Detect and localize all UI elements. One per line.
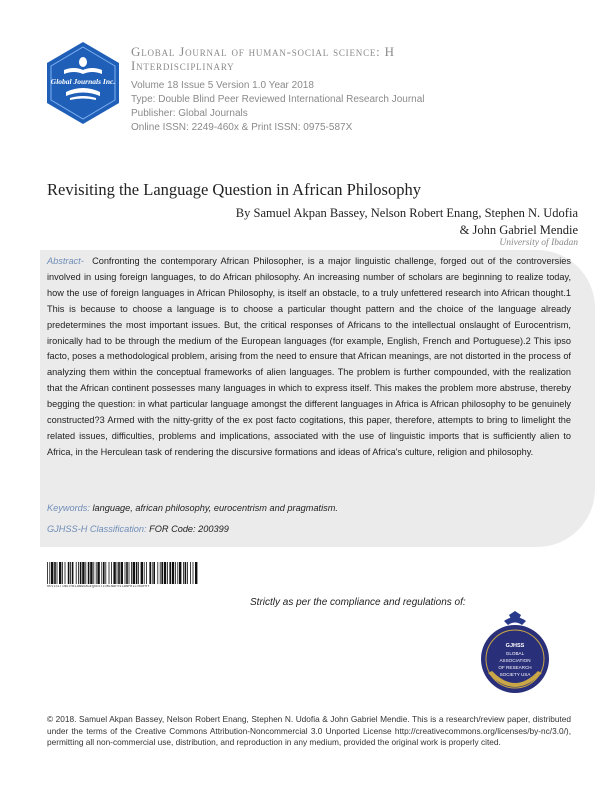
barcode-bar bbox=[187, 562, 188, 584]
barcode-bar bbox=[111, 562, 112, 584]
barcode-bar bbox=[103, 562, 105, 584]
barcode-icon bbox=[47, 562, 199, 584]
barcode-bar bbox=[167, 562, 168, 584]
type-line: Type: Double Blind Peer Reviewed International Research Journal bbox=[131, 94, 425, 105]
barcode-bar bbox=[144, 562, 145, 584]
association-seal-icon bbox=[476, 611, 554, 703]
barcode-bar bbox=[172, 562, 174, 584]
journal-name-line1: Global Journal of human-social science: H bbox=[131, 44, 395, 59]
barcode-bar bbox=[76, 562, 77, 584]
authors-line2: & John Gabriel Mendie bbox=[459, 223, 578, 237]
barcode-bar bbox=[118, 562, 120, 584]
barcode-bar bbox=[51, 562, 53, 584]
barcode-bar bbox=[136, 562, 138, 584]
barcode-bar bbox=[153, 562, 155, 584]
barcode-bar bbox=[47, 562, 48, 584]
barcode-bar bbox=[190, 562, 191, 584]
barcode-bar bbox=[68, 562, 70, 584]
barcode-bar bbox=[59, 562, 61, 584]
barcode-bar bbox=[185, 562, 187, 584]
classification bbox=[47, 524, 571, 534]
seal-line1: GJHSS bbox=[505, 643, 525, 649]
barcode-bar bbox=[101, 562, 102, 584]
barcode-bar bbox=[109, 562, 110, 584]
barcode-bar bbox=[152, 562, 153, 584]
barcode-bar bbox=[113, 562, 115, 584]
classification-label: GJHSS-H Classification: bbox=[47, 524, 147, 534]
barcode-bar bbox=[97, 562, 99, 584]
barcode-bar bbox=[138, 562, 139, 584]
barcode-bar bbox=[175, 562, 176, 584]
barcode-bar bbox=[161, 562, 163, 584]
barcode-bar bbox=[129, 562, 130, 584]
abstract-label: Abstract- bbox=[47, 256, 84, 266]
barcode-bar bbox=[78, 562, 79, 584]
logo-text: Global Journals Inc. bbox=[50, 77, 116, 86]
barcode-bar bbox=[157, 562, 158, 584]
barcode-bar bbox=[90, 562, 92, 584]
barcode-bar bbox=[177, 562, 178, 584]
barcode-bar bbox=[88, 562, 90, 584]
classification-text: FOR Code: 200399 bbox=[149, 524, 229, 534]
barcode-bar bbox=[131, 562, 132, 584]
barcode-bar bbox=[49, 562, 50, 584]
barcode-bar bbox=[125, 562, 126, 584]
barcode-bar bbox=[169, 562, 171, 584]
barcode-bar bbox=[54, 562, 56, 584]
barcode-bar bbox=[82, 562, 84, 584]
barcode-bar bbox=[141, 562, 143, 584]
barcode-bar bbox=[62, 562, 63, 584]
barcode-bar bbox=[193, 562, 194, 584]
keywords-text: language, african philosophy, eurocentrism and pragmatism. bbox=[92, 503, 338, 513]
keywords-label: Keywords: bbox=[47, 503, 90, 513]
seal-line5: SOCIETY USA bbox=[499, 672, 531, 677]
barcode-bar bbox=[93, 562, 94, 584]
barcode-bar bbox=[146, 562, 147, 584]
barcode-bar bbox=[164, 562, 166, 584]
barcode-bar bbox=[65, 562, 66, 584]
barcode-bar bbox=[121, 562, 123, 584]
footer-license: © 2018. Samuel Akpan Bassey, Nelson Robert Enang, Stephen N. Udofia & John Gabriel Mendie. This is a research/review paper, distributed under the terms of the Creative Commons Attribution-Noncommercial 3.0 Unported License http://creativecommons.org/licenses/by-nc/3.0/), permitting all non-commercial use, distribution, and reproduction in any medium, provided the original work is properly cited. bbox=[47, 714, 571, 748]
barcode-bar bbox=[72, 562, 74, 584]
barcode-bar bbox=[105, 562, 106, 584]
barcode-bar bbox=[195, 562, 197, 584]
barcode-bar bbox=[57, 562, 58, 584]
publisher-line: Publisher: Global Journals bbox=[131, 108, 248, 119]
seal-line2: GLOBAL bbox=[505, 651, 525, 656]
barcode-bar bbox=[179, 562, 181, 584]
barcode-bar bbox=[70, 562, 71, 584]
barcode-bar bbox=[117, 562, 118, 584]
barcode-bar bbox=[126, 562, 128, 584]
keywords bbox=[47, 503, 571, 513]
abstract-text: Confronting the contemporary African Philosopher, is a major linguistic challenge, forged out of the controversies involved in using foreign languages, to do African philosophy. An increasing number of scholars are beginning to realize today, how the use of foreign languages in African Philosophy, is itself an obstacle, to a truly unfettered research into African thought.1 This is because to choose a language is to choose a particular thought pattern and the choice of the language already predetermines the most important issues. But, the critical responses of Africans to the intellectual onslaught of Eurocentrism, ironically had to be through the medium of the European languages (for example, English, French and Portuguese).2 This ipso facto, poses a methodological problem, arising from the need to ensure that African meanings, are not distorted in the process of analyzing them within the conceptual frameworks of alien languages. The problem is further compounded, with the realization that the African continent possesses many languages in which to express itself. This makes the problem more abstruse, thereby begging the question: in what particular language amongst the different languages in Africa is African philosophy to be genuinely constructed?3 Armed with the nitty-gritty of the ex post facto cogitations, this paper, therefore, attempts to bring to limelight the related issues, difficulties, problems and implications, associated with the use of linguistic imports that is sufficiently alien to Africa, in the Herculean task of rendering the discursive formations and ideas of Africa's culture, religion and philosophy. bbox=[47, 256, 572, 457]
journal-name-line2: Interdisciplinary bbox=[131, 58, 235, 73]
barcode-bar bbox=[183, 562, 184, 584]
seal-line3: ASSOCIATION bbox=[499, 658, 531, 663]
barcode-bar bbox=[133, 562, 135, 584]
abstract bbox=[47, 254, 571, 461]
article-title: Revisiting the Language Question in African Philosophy bbox=[47, 180, 421, 199]
barcode-bar bbox=[85, 562, 86, 584]
seal-line4: OF RESEARCH bbox=[498, 665, 532, 670]
journal-logo-icon bbox=[44, 40, 122, 126]
barcode-bar bbox=[96, 562, 97, 584]
barcode-bar bbox=[80, 562, 82, 584]
affiliation: University of Ibadan bbox=[499, 238, 578, 248]
barcode-text: REVISITINGTHELANGUAGEQUESTIONINAFRICANPHILOSOPHY bbox=[47, 585, 150, 589]
authors-line1: By Samuel Akpan Bassey, Nelson Robert Enang, Stephen N. Udofia bbox=[235, 206, 578, 220]
barcode-bar bbox=[160, 562, 161, 584]
issn-line: Online ISSN: 2249-460x & Print ISSN: 0975-587X bbox=[131, 122, 353, 133]
journal-name bbox=[131, 45, 571, 73]
barcode-bar bbox=[149, 562, 151, 584]
compliance-text: Strictly as per the compliance and regulations of: bbox=[250, 597, 466, 608]
volume-line: Volume 18 Issue 5 Version 1.0 Year 2018 bbox=[131, 80, 314, 91]
